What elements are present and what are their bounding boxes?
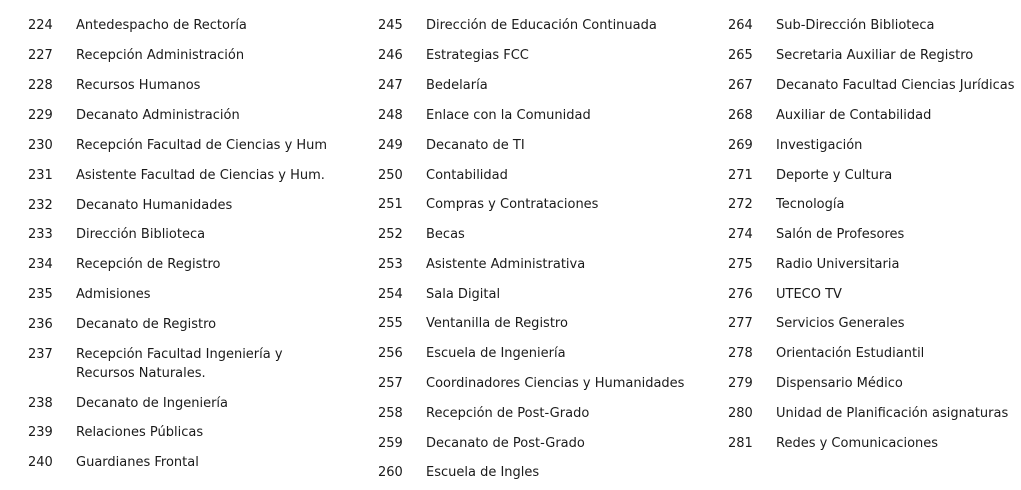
extension-number: 233	[28, 227, 53, 242]
department-name: Orientación Estudiantil	[776, 346, 925, 361]
department-name: Compras y Contrataciones	[426, 197, 599, 212]
extension-number: 253	[378, 257, 403, 272]
extension-number: 259	[378, 436, 403, 451]
department-name: Servicios Generales	[776, 316, 905, 331]
extension-number: 249	[378, 138, 403, 153]
extension-number: 279	[728, 376, 753, 391]
extension-number: 236	[28, 317, 53, 332]
extension-number: 272	[728, 197, 753, 212]
extension-number: 228	[28, 78, 53, 93]
extension-number: 269	[728, 138, 753, 153]
department-name: Coordinadores Ciencias y Humanidades	[426, 376, 685, 391]
extension-number: 257	[378, 376, 403, 391]
extension-number: 281	[728, 436, 753, 451]
extension-number: 256	[378, 346, 403, 361]
extension-number: 264	[728, 18, 753, 33]
extension-number: 271	[728, 168, 753, 183]
extension-number: 248	[378, 108, 403, 123]
extension-number: 258	[378, 406, 403, 421]
extension-number: 250	[378, 168, 403, 183]
department-name: Relaciones Públicas	[76, 425, 204, 440]
extension-number: 235	[28, 287, 53, 302]
department-name: Sub-Dirección Biblioteca	[776, 18, 935, 33]
extension-number: 238	[28, 396, 53, 411]
department-name: Decanato Humanidades	[76, 198, 233, 213]
extension-number: 232	[28, 198, 53, 213]
extension-number: 224	[28, 18, 53, 33]
extension-number: 275	[728, 257, 753, 272]
department-name: Investigación	[776, 138, 863, 153]
extension-number: 265	[728, 48, 753, 63]
extension-number: 239	[28, 425, 53, 440]
department-name: UTECO TV	[776, 287, 842, 302]
department-name: Contabilidad	[426, 168, 508, 183]
extension-number: 267	[728, 78, 753, 93]
department-name: Asistente Administrativa	[426, 257, 586, 272]
department-name: Bedelaría	[426, 78, 488, 93]
department-name: Recepción de Post-Grado	[426, 406, 590, 421]
extension-number: 231	[28, 168, 53, 183]
extension-number: 240	[28, 455, 53, 470]
department-name: Recepción Administración	[76, 48, 245, 63]
department-name: Estrategias FCC	[426, 48, 529, 63]
department-name: Recursos Humanos	[76, 78, 201, 93]
department-name: Redes y Comunicaciones	[776, 436, 939, 451]
department-name: Dirección de Educación Continuada	[426, 18, 657, 33]
department-name: Decanato de Ingeniería	[76, 396, 228, 411]
department-name: Secretaria Auxiliar de Registro	[776, 48, 974, 63]
department-name: Recepción Facultad Ingeniería y Recursos Naturales.	[76, 347, 283, 381]
department-name: Recepción de Registro	[76, 257, 221, 272]
department-name: Antedespacho de Rectoría	[76, 18, 247, 33]
department-name: Deporte y Cultura	[776, 168, 893, 183]
department-name: Radio Universitaria	[776, 257, 900, 272]
department-name: Admisiones	[76, 287, 151, 302]
extension-number: 234	[28, 257, 53, 272]
extension-number: 237	[28, 347, 53, 362]
extension-number: 247	[378, 78, 403, 93]
department-name: Tecnología	[776, 197, 845, 212]
department-name: Sala Digital	[426, 287, 501, 302]
department-name: Escuela de Ingles	[426, 465, 540, 480]
department-name: Asistente Facultad de Ciencias y Hum.	[76, 168, 325, 183]
department-name: Ventanilla de Registro	[426, 316, 568, 331]
extension-number: 246	[378, 48, 403, 63]
department-name: Becas	[426, 227, 465, 242]
extension-number: 278	[728, 346, 753, 361]
department-name: Guardianes Frontal	[76, 455, 199, 470]
extension-number: 255	[378, 316, 403, 331]
department-name: Dirección Biblioteca	[76, 227, 206, 242]
department-name: Decanato Administración	[76, 108, 240, 123]
extension-number: 277	[728, 316, 753, 331]
extension-number: 260	[378, 465, 403, 480]
department-name: Salón de Profesores	[776, 227, 905, 242]
extension-number: 251	[378, 197, 403, 212]
department-name: Decanato Facultad Ciencias Jurídicas	[776, 78, 1015, 93]
department-name: Decanato de Post-Grado	[426, 436, 585, 451]
department-name: Enlace con la Comunidad	[426, 108, 591, 123]
extension-number: 268	[728, 108, 753, 123]
extension-number: 274	[728, 227, 753, 242]
department-name: Recepción Facultad de Ciencias y Hum	[76, 138, 328, 153]
department-name: Escuela de Ingeniería	[426, 346, 566, 361]
department-name: Unidad de Planificación asignaturas	[776, 406, 1009, 421]
extension-number: 252	[378, 227, 403, 242]
extension-number: 229	[28, 108, 53, 123]
extension-number: 276	[728, 287, 753, 302]
department-name: Decanato de TI	[426, 138, 525, 153]
department-name: Dispensario Médico	[776, 376, 903, 391]
department-name: Decanato de Registro	[76, 317, 217, 332]
extension-number: 227	[28, 48, 53, 63]
extension-number: 280	[728, 406, 753, 421]
extension-number: 230	[28, 138, 53, 153]
extension-number: 254	[378, 287, 403, 302]
extension-number: 245	[378, 18, 403, 33]
department-name: Auxiliar de Contabilidad	[776, 108, 932, 123]
